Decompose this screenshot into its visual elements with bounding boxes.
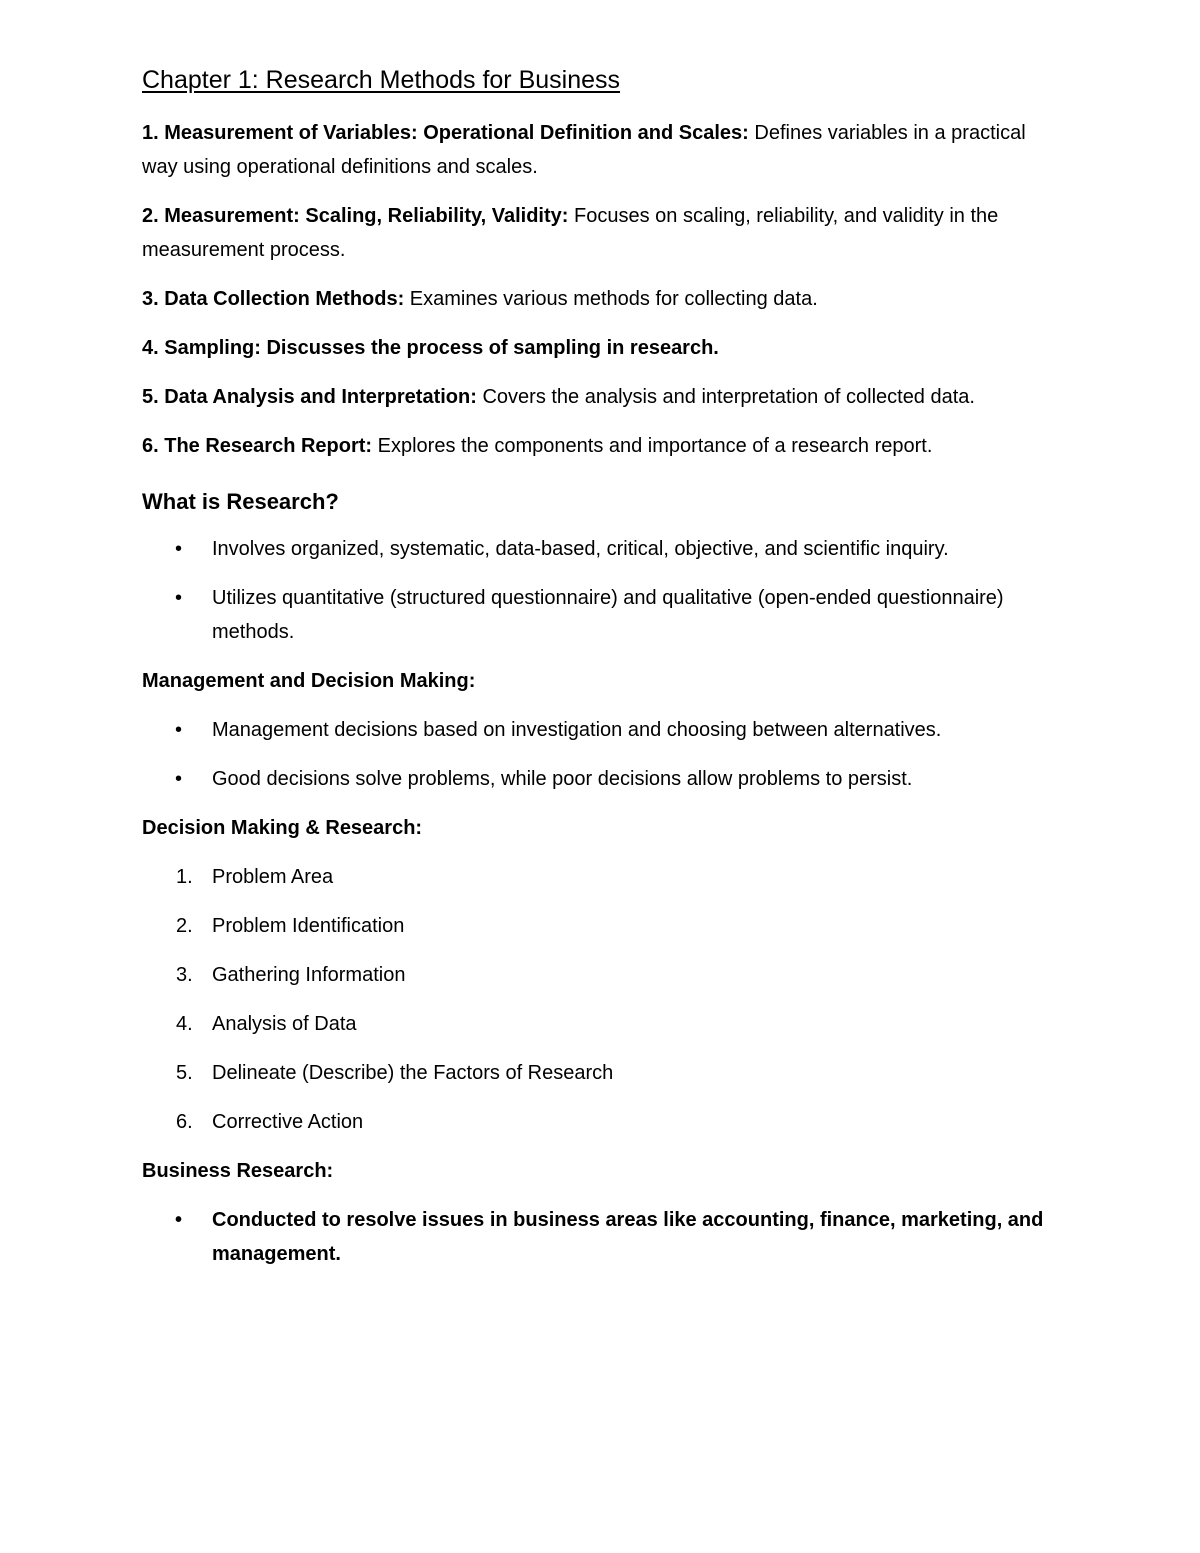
topic-lead: 6. The Research Report: bbox=[142, 435, 373, 457]
topic-item bbox=[142, 380, 1062, 414]
section-heading-decision-research: Decision Making & Research: bbox=[142, 817, 423, 839]
topic-lead: 5. Data Analysis and Interpretation: bbox=[142, 386, 477, 408]
section-heading-what-is-research: What is Research? bbox=[142, 489, 339, 514]
what-is-research-list bbox=[142, 532, 1062, 649]
bullet-icon: • bbox=[175, 768, 183, 790]
topic-text: Defines variables in a practical way using operational definitions and scales. bbox=[142, 122, 1026, 178]
list-item-text: Involves organized, systematic, data-based, critical, objective, and scientific inquiry. bbox=[212, 538, 949, 560]
step-number: 2. bbox=[176, 915, 193, 937]
topic-item bbox=[142, 199, 1062, 267]
list-item-text: Problem Identification bbox=[212, 915, 405, 937]
decision-steps-list bbox=[142, 860, 1062, 1139]
list-item bbox=[142, 762, 1062, 796]
topic-item bbox=[142, 116, 1062, 184]
list-item bbox=[142, 1105, 1062, 1139]
bullet-icon: • bbox=[175, 538, 183, 560]
list-item bbox=[142, 958, 1062, 992]
topic-text: Examines various methods for collecting data. bbox=[404, 288, 818, 310]
topic-item bbox=[142, 282, 1062, 316]
step-number: 1. bbox=[176, 866, 193, 888]
topic-lead: 3. Data Collection Methods: bbox=[142, 288, 405, 310]
list-item bbox=[142, 1203, 1062, 1271]
business-research-list bbox=[142, 1203, 1062, 1271]
list-item bbox=[142, 581, 1062, 649]
topic-lead: 2. Measurement: Scaling, Reliability, Validity: bbox=[142, 205, 569, 227]
list-item bbox=[142, 1007, 1062, 1041]
list-item-text: Delineate (Describe) the Factors of Research bbox=[212, 1062, 614, 1084]
document-page bbox=[142, 62, 1062, 1286]
list-item bbox=[142, 1056, 1062, 1090]
topic-lead: 1. Measurement of Variables: Operational Definition and Scales: bbox=[142, 122, 749, 144]
topic-text: Covers the analysis and interpretation of collected data. bbox=[476, 386, 975, 408]
list-item-text: Utilizes quantitative (structured questionnaire) and qualitative (open-ended questionnaire) methods. bbox=[212, 587, 1004, 643]
section-heading-management: Management and Decision Making: bbox=[142, 670, 476, 692]
list-item-text: Analysis of Data bbox=[212, 1013, 357, 1035]
section-heading-business-research: Business Research: bbox=[142, 1160, 334, 1182]
topic-lead: 4. Sampling: Discusses the process of sampling in research. bbox=[142, 337, 719, 359]
bullet-icon: • bbox=[175, 587, 183, 609]
list-item-text: Management decisions based on investigation and choosing between alternatives. bbox=[212, 719, 942, 741]
document-title: Chapter 1: Research Methods for Business bbox=[142, 66, 621, 94]
list-item-text: Gathering Information bbox=[212, 964, 406, 986]
topic-text: Focuses on scaling, reliability, and validity in the measurement process. bbox=[142, 205, 999, 261]
management-list bbox=[142, 713, 1062, 796]
topic-text: Explores the components and importance of a research report. bbox=[372, 435, 933, 457]
list-item-text: Corrective Action bbox=[212, 1111, 364, 1133]
list-item bbox=[142, 532, 1062, 566]
topic-item bbox=[142, 331, 1062, 365]
bullet-icon: • bbox=[175, 1209, 183, 1231]
list-item-text: Conducted to resolve issues in business areas like accounting, finance, marketing, and management. bbox=[212, 1209, 1044, 1265]
list-item bbox=[142, 909, 1062, 943]
list-item-text: Problem Area bbox=[212, 866, 334, 888]
step-number: 5. bbox=[176, 1062, 193, 1084]
bullet-icon: • bbox=[175, 719, 183, 741]
step-number: 4. bbox=[176, 1013, 193, 1035]
topic-item bbox=[142, 429, 1062, 463]
list-item bbox=[142, 713, 1062, 747]
step-number: 3. bbox=[176, 964, 193, 986]
list-item bbox=[142, 860, 1062, 894]
step-number: 6. bbox=[176, 1111, 193, 1133]
list-item-text: Good decisions solve problems, while poor decisions allow problems to persist. bbox=[212, 768, 913, 790]
